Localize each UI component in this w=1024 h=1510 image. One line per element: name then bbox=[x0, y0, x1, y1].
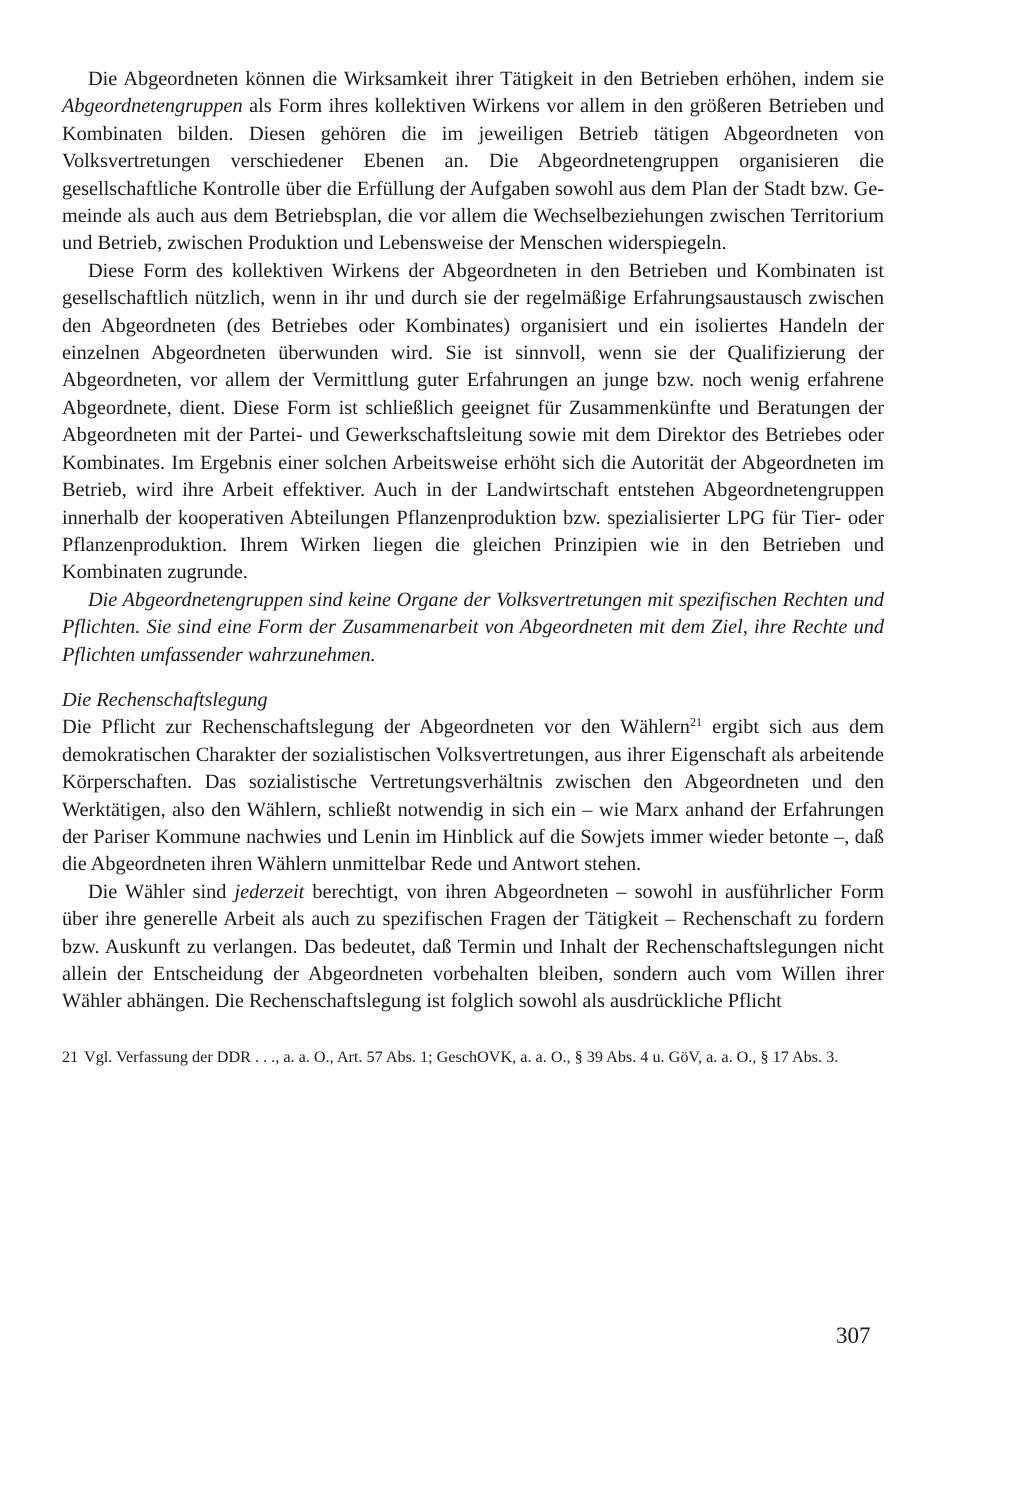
emphasis-text: jederzeit bbox=[234, 880, 305, 903]
paragraph bbox=[62, 66, 884, 258]
paragraph-text: berechtigt, von ihren Abgeordneten – sowohl in ausführlicher Form über ihre generelle Arbeit als auch zu spezifischen Fragen der Tätigkeit – Rechenschaft zu fordern bzw. Auskunft zu verlangen. Das bedeutet, daß Termin und Inhalt der Rechenschaftslegungen nicht allein der Entscheidung der Abgeordneten vorbehalten bleiben, sondern auch vom Willen ihrer Wähler abhängen. Die Rechenschaftslegung ist folglich sowohl als ausdrückliche Pflicht bbox=[62, 880, 884, 1013]
paragraph-text: ergibt sich aus dem demokratischen Charakter der sozialistischen Volksvertretungen, aus ihrer Eigenschaft als arbeitende Körperschaften. Das sozialistische Vertretungsverhältnis zwischen den Abgeordneten und den Werktätigen, also den Wählern, schließt notwendig in sich ein – wie Marx anhand der Erfahrungen der Pariser Kommune nachwies und Lenin im Hinblick auf die Sowjets immer wieder betonte –, daß die Abgeordneten ihren Wählern unmittelbar Rede und Antwort stehen. bbox=[62, 716, 884, 876]
footnote bbox=[62, 1046, 884, 1068]
footnote-reference: 21 bbox=[689, 715, 702, 730]
body-text-bottom bbox=[62, 714, 884, 1015]
page-number: 307 bbox=[836, 1323, 871, 1348]
paragraph bbox=[62, 879, 884, 1016]
footnote-text: Vgl. Verfassung der DDR . . ., a. a. O., Art. 57 Abs. 1; GeschOVK, a. a. O., § 39 Abs. 4 u. GöV, a. a. O., § 17 Abs. 3. bbox=[84, 1047, 839, 1066]
paragraph-text: Die Abgeordneten können die Wirksamkeit ihrer Tätigkeit in den Betrieben erhöhen, indem sie bbox=[88, 68, 884, 90]
paragraph-text: Die Abgeordnetengruppen sind keine Organe der Volksvertretungen mit spezifischen Rechten und Pflichten. Sie sind eine Form der Zusammenarbeit von Abgeordneten mit dem Ziel, ihre Rechte und Pflichten umfassender wahrzunehmen. bbox=[62, 588, 884, 666]
book-page bbox=[62, 66, 884, 1068]
paragraph-text: Die Pflicht zur Rechenschaftslegung der Abgeordneten vor den Wählern bbox=[62, 716, 690, 739]
emphasis-text: Abgeordnetengruppen bbox=[62, 95, 243, 118]
body-text-top bbox=[62, 66, 884, 669]
paragraph-text: Die Wähler sind bbox=[88, 880, 235, 903]
paragraph bbox=[62, 714, 884, 878]
footnote-number: 21 bbox=[62, 1047, 79, 1066]
paragraph-text: Diese Form des kollektiven Wirkens der Abgeordneten in den Betrieben und Kombinaten ist gesellschaftlich nützlich, wenn in ihr und durch sie der regelmäßige Erfahrungsaustausch zwischen den Abgeordneten (des Betriebes oder Kombinates) organisiert und ein isoliertes Handeln der einzelnen Abgeordneten überwunden wird. Sie ist sinnvoll, wenn sie der Qualifizierung der Abgeordneten, vor allem der Vermittlung guter Erfahrungen an junge bzw. noch wenig erfahrene Abgeordnete, dient. Diese Form ist schließlich geeignet für Zusammenkünfte und Beratungen der Abgeordneten mit der Partei- und Gewerkschaftsleitung sowie mit dem Direktor des Betriebes oder Kombinates. Im Ergebnis einer solchen Arbeitsweise erhöht sich die Autorität der Abgeordneten im Betrieb, wird ihre Arbeit effektiver. Auch in der Landwirtschaft entstehen Abgeordnetengruppen innerhalb der kooperativen Abteilungen Pflanzenproduktion bzw. spezialisierter LPG für Tier- oder Pflanzenproduktion. Ihrem Wirken liegen die gleichen Prinzipien wie in den Betrieben und Kombinaten zugrunde. bbox=[62, 259, 884, 584]
paragraph bbox=[62, 587, 884, 669]
paragraph bbox=[62, 258, 884, 587]
section-heading: Die Rechenschaftslegung bbox=[62, 688, 268, 711]
paragraph-text: als Form ihres kollektiven Wirkens vor allem in den größeren Betrieben und Kombinaten bilden. Diesen gehören die im jeweiligen Betrieb tätigen Abgeordneten von Volksvertretungen verschiedener Ebenen an. Die Abgeordnetengruppen organisieren die gesellschaftliche Kontrolle über die Erfüllung der Aufgaben sowohl aus dem Plan der Stadt bzw. Gemeinde als auch aus dem Betriebsplan, die vor allem die Wechselbeziehungen zwischen Territorium und Betrieb, zwischen Produktion und Lebensweise der Menschen widerspiegeln. bbox=[62, 95, 884, 255]
